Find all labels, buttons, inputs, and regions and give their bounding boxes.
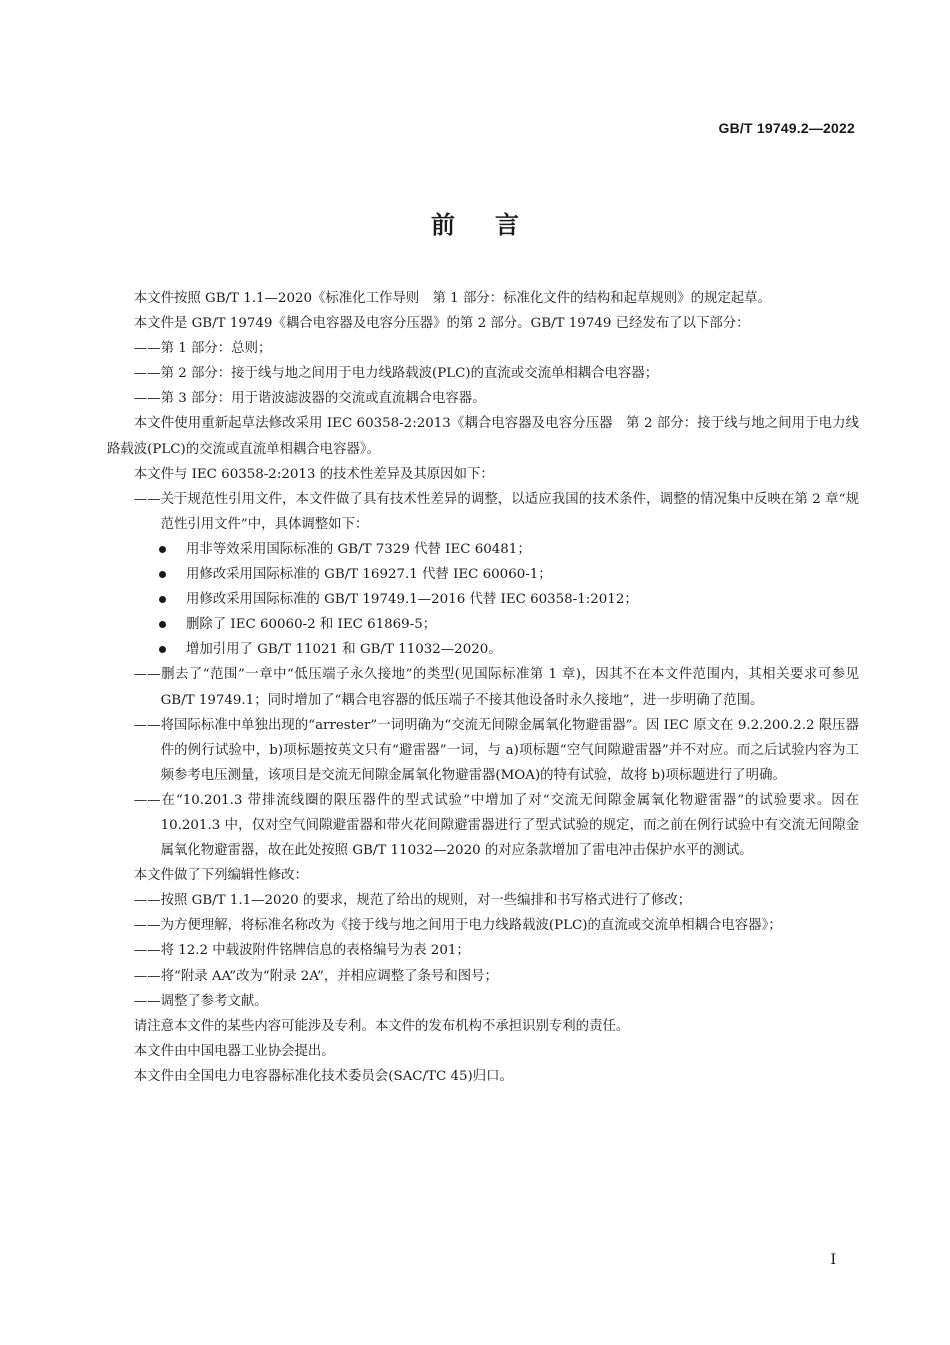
bullet-dot-icon [159,646,166,653]
bullet-text: 增加引用了 GB/T 11021 和 GB/T 11032—2020。 [186,642,502,658]
dash-item: ——按照 GB/T 1.1—2020 的要求，规范了给出的规则，对一些编排和书写格式进行了修改； [133,893,692,909]
dash-item: ——将“附录 AA”改为“附录 2A”，并相应调整了条号和图号； [133,968,498,984]
page-title: 前言 [431,211,559,239]
dash-item: ——调整了参考文献。 [133,993,268,1009]
bullet-dot-icon [159,571,166,578]
dash-item: ——为方便理解，将标准名称改为《接于线与地之间用于电力线路载波(PLC)的直流或交流单相耦合电容器》； [133,918,782,934]
bullet-item [107,587,859,612]
bullet-dot-icon [159,596,166,603]
paragraph: 请注意本文件的某些内容可能涉及专利。本文件的发布机构不承担识别专利的责任。 [133,1018,630,1034]
dash-item: ——关于规范性引用文件，本文件做了具有技术性差异的调整，以适应我国的技术条件，调整的情况集中反映在第 2 章“规范性引用文件”中，具体调整如下： [133,491,859,532]
bullet-text: 用修改采用国际标准的 GB/T 16927.1 代替 IEC 60060-1； [186,567,552,583]
bullet-item [107,562,859,587]
bullet-dot-icon [159,621,166,628]
page-number: I [830,1252,836,1268]
paragraph: 本文件做了下列编辑性修改： [133,868,308,884]
bullet-dot-icon [159,546,166,553]
dash-item: ——将国际标准中单独出现的“arrester”一词明确为“交流无间隙金属氧化物避雷器”。因 IEC 原文在 9.2.200.2.2 限压器件的例行试验中，b)项标题按英文只有“避雷器”一词，与 a)项标题“空气间隙避雷器”并不对应。而之后试验内容为工频参考电压测量，该项目是交流无间隙金属氧化物避雷器(MOA)的特有试验，故将 b)项标题进行了明确。 [133,717,859,783]
dash-item: ——第 3 部分：用于谐波滤波器的交流或直流耦合电容器。 [133,391,486,407]
paragraph: 本文件使用重新起草法修改采用 IEC 60358-2:2013《耦合电容器及电容分压器 第 2 部分：接于线与地之间用于电力线路载波(PLC)的交流或直流单相耦合电容器》。 [107,416,859,457]
paragraph: 本文件与 IEC 60358-2:2013 的技术性差异及其原因如下： [133,466,494,482]
standard-number: GB/T 19749.2—2022 [718,120,855,136]
bullet-text: 用修改采用国际标准的 GB/T 19749.1—2016 代替 IEC 60358-1:2012； [186,592,638,608]
bullet-text: 用非等效采用国际标准的 GB/T 7329 代替 IEC 60481； [186,541,531,557]
paragraph: 本文件由全国电力电容器标准化技术委员会(SAC/TC 45)归口。 [133,1068,513,1084]
paragraph: 本文件按照 GB/T 1.1—2020《标准化工作导则 第 1 部分：标准化文件的结构和起草规则》的规定起草。 [133,291,771,306]
bullet-item [107,612,859,637]
dash-item: ——第 1 部分：总则； [133,341,272,357]
bullet-item [107,537,859,562]
bullet-item [107,637,859,662]
dash-item: ——在“10.201.3 带排流线圈的限压器件的型式试验”中增加了对“交流无间隙金属氧化物避雷器”的试验要求。因在 10.201.3 中，仅对空气间隙避雷器和带火花间隙避雷器进行了型式试验的规定，而之前在例行试验中有交流无间隙金属氧化物避雷器，故在此处按照 GB/T 11032—2020 的对应条款增加了雷电冲击保护水平的测试。 [133,792,859,859]
paragraph: 本文件是 GB/T 19749《耦合电容器及电容分压器》的第 2 部分。GB/T 19749 已经发布了以下部分： [133,316,750,332]
dash-item: ——将 12.2 中载波附件铭牌信息的表格编号为表 201； [133,943,470,959]
paragraph: 本文件由中国电器工业协会提出。 [133,1043,335,1059]
dash-item: ——删去了“范围”一章中“低压端子永久接地”的类型(见国际标准第 1 章)，因其不在本文件范围内，其相关要求可参见 GB/T 19749.1；同时增加了“耦合电容器的低压端子不接其他设备时永久接地”，进一步明确了范围。 [133,667,859,708]
dash-item: ——第 2 部分：接于线与地之间用于电力线路载波(PLC)的直流或交流单相耦合电容器； [133,366,659,382]
foreword-body [107,286,859,1089]
bullet-text: 删除了 IEC 60060-2 和 IEC 61869-5； [186,617,437,633]
